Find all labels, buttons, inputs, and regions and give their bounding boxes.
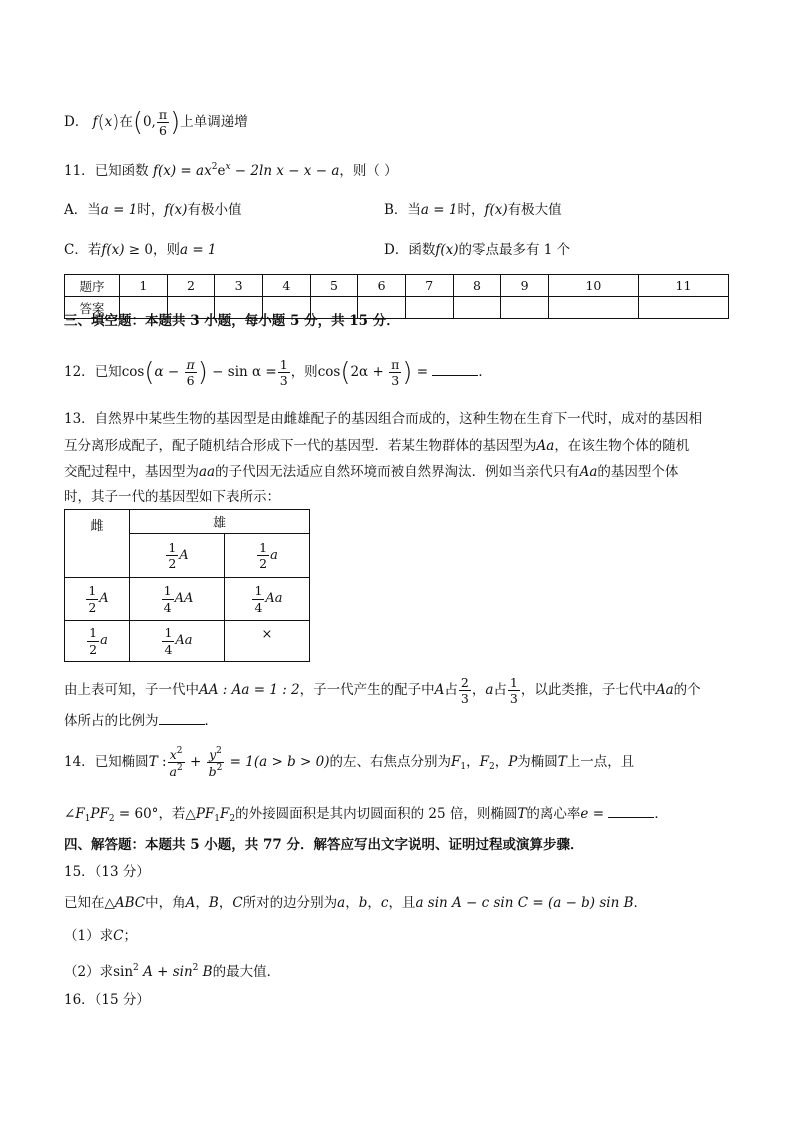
q13-line-3: 交配过程中，基因型为aa的子代因无法适应自然环境而被自然界淘汰．例如当亲代只有Aa的基因型个体 xyxy=(64,464,679,480)
genotype-table xyxy=(64,509,310,662)
question-15-part-1: （1）求C； xyxy=(64,928,137,944)
section-4-heading: 四、解答题：本题共 5 小题，共 77 分．解答应写出文字说明、证明过程或演算步骤． xyxy=(64,837,584,853)
answer-table-question-number: 11 xyxy=(638,275,728,297)
cell-Aa-bottom: $\frac{1}{4}$ Aa xyxy=(130,621,225,662)
answer-blank-13 xyxy=(159,712,205,725)
option-d-q10: D． f(x)在(0, $\frac{\pi}{6}$ )上单调递增 xyxy=(64,107,248,139)
question-15-part-2: （2）求$\sin^2 A + \sin^2 B$的最大值． xyxy=(64,963,281,980)
question-14: 14．已知椭圆T : $\frac{x^2}{a^2}$ + $\frac{y^2}{b^2}$ = 1(a > b > 0)的左、右焦点分别为$F_1$，$F_2$，P为椭圆T上一点，且 xyxy=(64,746,635,780)
female-header: 雌 xyxy=(65,510,130,578)
answer-blank-12 xyxy=(432,363,478,376)
cell-eliminated: × xyxy=(225,621,310,662)
cell-AA: $\frac{1}{4}$ AA xyxy=(130,578,225,621)
q11-option-d: D．函数f(x)的零点最多有 1 个 xyxy=(384,242,571,258)
question-14-line-2: $\angle F_1PF_2 = 60^\circ$，若$\triangle PF_1F_2$的外接圆面积是其内切圆面积的 25 倍，则椭圆T的离心率e = ． xyxy=(64,806,668,824)
q13-line-1: 13．自然界中某些生物的基因型是由雌雄配子的基因组合而成的，这种生物在生育下一代时，成对的基因相 xyxy=(64,411,703,427)
pi-over-6: $\frac{\pi}{6}$ xyxy=(158,107,168,139)
male-gamete-A: $\frac{1}{2}$ A xyxy=(130,534,225,578)
answer-cell xyxy=(548,297,638,319)
answer-table-question-number: 4 xyxy=(262,275,310,297)
answer-table-question-number: 5 xyxy=(310,275,358,297)
answer-cell xyxy=(405,297,453,319)
answer-table-question-number: 9 xyxy=(501,275,549,297)
q11-option-a: A．当a = 1时，f(x)有极小值 xyxy=(64,202,242,218)
q13-line-2: 互分离形成配子，配子随机结合形成下一代的基因型．若某生物群体的基因型为Aa，在该生物个体的随机 xyxy=(64,438,690,454)
answer-table-question-number: 1 xyxy=(120,275,168,297)
q13-line-6: 体所占的比例为 ． xyxy=(64,713,218,729)
answer-table-question-number: 6 xyxy=(358,275,406,297)
question-11: 11．已知函数 $f(x) = ax^2e^x - 2\ln$ x − x − a，则（ ） xyxy=(64,162,398,179)
question-16-head: 16．（15 分） xyxy=(64,992,150,1008)
answer-table-header-row xyxy=(65,275,729,297)
q11-option-c: C．若f(x) ≥ 0，则a = 1 xyxy=(64,242,217,258)
answer-table-answer-label: 答案 xyxy=(65,297,120,319)
answer-cell xyxy=(638,297,728,319)
question-15-head: 15．（13 分） xyxy=(64,864,150,880)
female-gamete-a: $\frac{1}{2}$ a xyxy=(65,621,130,662)
q13-line-4: 时，其子一代的基因型如下表所示： xyxy=(64,489,280,505)
male-gamete-a: $\frac{1}{2}$ a xyxy=(225,534,310,578)
answer-table-question-number: 10 xyxy=(548,275,638,297)
answer-table-head-label: 题序 xyxy=(65,275,120,297)
q13-line-5: 由上表可知，子一代中AA : Aa = 1 : 2，子一代产生的配子中A占 $\frac{2}{3}$ ，a占 $\frac{1}{3}$ ，以此类推，子七代中Aa的个 xyxy=(64,675,701,707)
question-12: 12．已知cos(α − $\frac{\pi}{6}$ ) − sin α = $\frac{1}{3}$ ，则cos(2α + $\frac{\pi}{3}$ ) = ． xyxy=(64,357,492,389)
answer-table-question-number: 7 xyxy=(405,275,453,297)
answer-table-question-number: 3 xyxy=(215,275,263,297)
answer-cell xyxy=(501,297,549,319)
q11-option-b: B．当a = 1时，f(x)有极大值 xyxy=(384,202,562,218)
question-15-body: 已知在△ABC中，角A，B，C所对的边分别为a，b，c，且a sin A − c sin C = (a − b) sin B． xyxy=(64,895,648,911)
answer-table-question-number: 8 xyxy=(453,275,501,297)
female-gamete-A: $\frac{1}{2}$ A xyxy=(65,578,130,621)
answer-table-question-number: 2 xyxy=(167,275,215,297)
answer-blank-14 xyxy=(608,805,654,818)
male-header: 雄 xyxy=(130,510,310,534)
answer-cell xyxy=(453,297,501,319)
section-3-heading: 三、填空题：本题共 3 小题，每小题 5 分，共 15 分． xyxy=(64,313,400,329)
cell-Aa-top: $\frac{1}{4}$ Aa xyxy=(225,578,310,621)
